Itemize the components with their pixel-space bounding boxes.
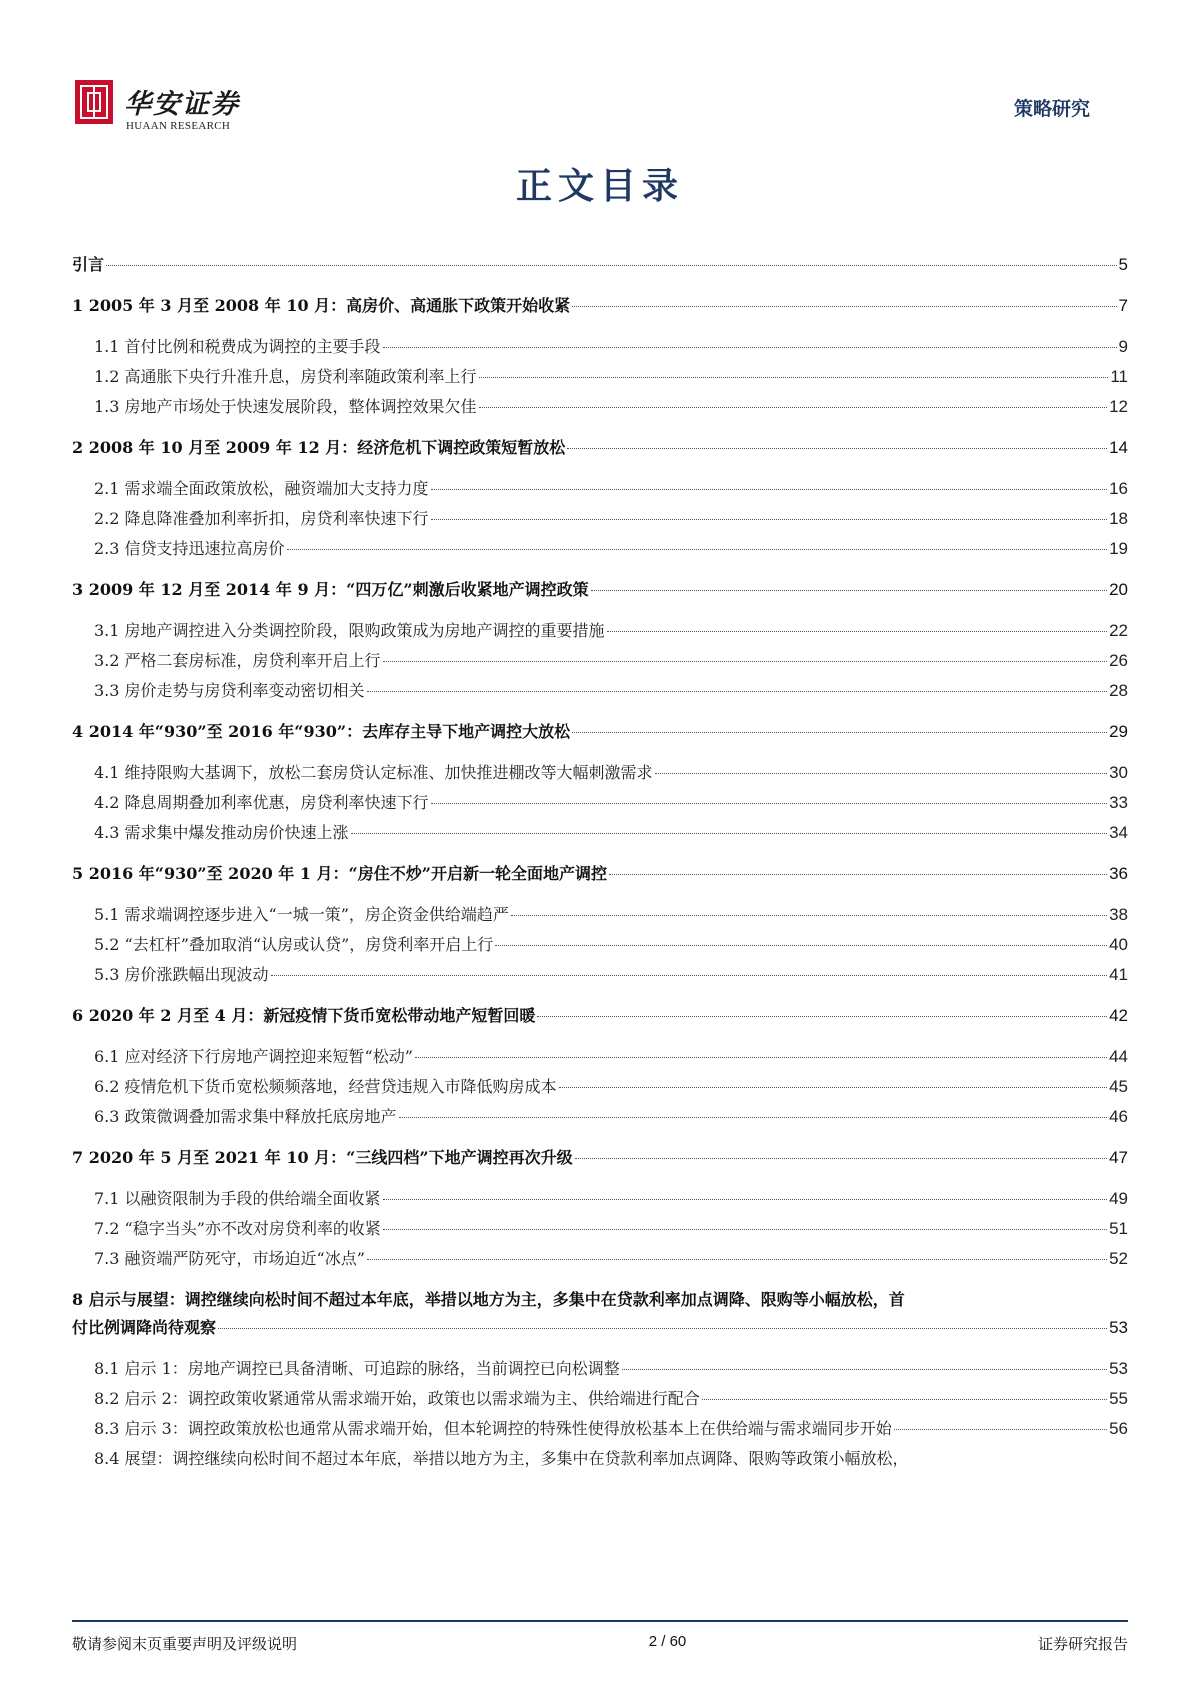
toc-entry-title: 引言 (72, 255, 105, 274)
toc-leader-dots (399, 1117, 1108, 1118)
toc-leader-dots (479, 407, 1108, 408)
toc-leader-dots (218, 1328, 1107, 1329)
toc-leader-dots (559, 1087, 1108, 1088)
toc-page-number: 18 (1109, 509, 1128, 528)
toc-section-entry[interactable] (72, 1047, 1128, 1067)
footer-disclaimer: 敬请参阅末页重要声明及评级说明 (72, 1635, 298, 1653)
toc-leader-dots (567, 448, 1107, 449)
toc-page-number: 53 (1109, 1318, 1128, 1337)
toc-entry-title: 1.2 高通胀下央行升准升息，房贷利率随政策利率上行 (94, 367, 477, 386)
toc-leader-dots (287, 549, 1108, 550)
toc-page-number: 30 (1109, 763, 1128, 782)
toc-section-entry[interactable] (72, 337, 1128, 357)
toc-section-entry[interactable] (72, 935, 1128, 955)
toc-leader-dots (655, 773, 1108, 774)
toc-leader-dots (537, 1016, 1107, 1017)
toc-leader-dots (383, 661, 1108, 662)
toc-section-entry[interactable] (72, 367, 1128, 387)
toc-entry-title: 4.3 需求集中爆发推动房价快速上涨 (94, 823, 349, 842)
toc-leader-dots (511, 915, 1107, 916)
toc-chapter-entry[interactable] (72, 722, 1128, 742)
toc-page-number: 29 (1109, 722, 1128, 741)
toc-leader-dots (591, 590, 1108, 591)
toc-entry-title: 7 2020 年 5 月至 2021 年 10 月：“三线四档”下地产调控再次升级 (72, 1148, 573, 1167)
toc-entry-title: 6.1 应对经济下行房地产调控迎来短暂“松动” (94, 1047, 413, 1066)
toc-leader-dots (572, 732, 1107, 733)
toc-section-entry[interactable] (72, 1189, 1128, 1209)
toc-leader-dots (622, 1369, 1107, 1370)
toc-entry-title: 3.1 房地产调控进入分类调控阶段，限购政策成为房地产调控的重要措施 (94, 621, 605, 640)
toc-section-entry[interactable] (72, 1389, 1128, 1409)
logo-english-name: HUAAN RESEARCH (126, 120, 231, 132)
toc-page-number: 9 (1118, 337, 1128, 356)
toc-section-entry[interactable] (72, 509, 1128, 529)
toc-section-entry[interactable] (72, 1219, 1128, 1239)
toc-entry-title: 6.2 疫情危机下货币宽松频频落地，经营贷违规入市降低购房成本 (94, 1077, 557, 1096)
toc-entry-title: 2.2 降息降准叠加利率折扣，房贷利率快速下行 (94, 509, 429, 528)
toc-leader-dots (431, 489, 1108, 490)
toc-entry-title: 7.2 “稳字当头”亦不改对房贷利率的收紧 (94, 1219, 381, 1238)
toc-entry-title: 8.2 启示 2：调控政策收紧通常从需求端开始，政策也以需求端为主、供给端进行配合 (94, 1389, 700, 1408)
toc-page-number: 52 (1109, 1249, 1128, 1268)
toc-page-number: 16 (1109, 479, 1128, 498)
toc-section-entry[interactable] (72, 1077, 1128, 1097)
toc-leader-dots (609, 874, 1107, 875)
toc-section-entry[interactable] (72, 1107, 1128, 1127)
toc-page-number: 28 (1109, 681, 1128, 700)
toc-entry-title: 5.3 房价涨跌幅出现波动 (94, 965, 269, 984)
toc-chapter-entry[interactable] (72, 580, 1128, 600)
toc-page-number: 26 (1109, 651, 1128, 670)
toc-entry-title: 3.3 房价走势与房贷利率变动密切相关 (94, 681, 365, 700)
toc-leader-dots (351, 833, 1108, 834)
toc-section-entry[interactable] (72, 763, 1128, 783)
page-title: 正文目录 (515, 165, 684, 207)
toc-page-number: 49 (1109, 1189, 1128, 1208)
toc-page-number: 46 (1109, 1107, 1128, 1126)
toc-entry-title: 5 2016 年“930”至 2020 年 1 月：“房住不炒”开启新一轮全面地产调控 (72, 864, 607, 883)
toc-leader-dots (495, 945, 1107, 946)
toc-entry-title: 8.3 启示 3：调控政策放松也通常从需求端开始，但本轮调控的特殊性使得放松基本上在供给端与需求端同步开始 (94, 1419, 892, 1438)
toc-entry-title: 2.1 需求端全面政策放松，融资端加大支持力度 (94, 479, 429, 498)
toc-leader-dots (367, 691, 1108, 692)
toc-page-number: 36 (1109, 864, 1128, 883)
toc-page-number: 38 (1109, 905, 1128, 924)
toc-page-number: 42 (1109, 1006, 1128, 1025)
toc-page-number: 53 (1109, 1359, 1128, 1378)
toc-chapter-entry[interactable] (72, 296, 1128, 316)
logo-chinese-name: 华安证券 (124, 89, 240, 120)
huaan-logo-icon (75, 80, 113, 124)
toc-section-entry[interactable] (72, 1359, 1128, 1379)
toc-entry-title: 3 2009 年 12 月至 2014 年 9 月：“四万亿”刺激后收紧地产调控政策 (72, 580, 589, 599)
toc-chapter-entry-wrapped-line2[interactable] (72, 1318, 1128, 1338)
toc-page-number: 44 (1109, 1047, 1128, 1066)
toc-section-entry[interactable] (72, 793, 1128, 813)
toc-page-number: 55 (1109, 1389, 1128, 1408)
toc-chapter-entry-wrapped-line1[interactable]: 8 启示与展望：调控继续向松时间不超过本年底，举措以地方为主，多集中在贷款利率加点调降、限购等小幅放松，首 (72, 1290, 905, 1309)
toc-section-entry[interactable] (72, 905, 1128, 925)
toc-page-number: 12 (1109, 397, 1128, 416)
toc-entry-title: 付比例调降尚待观察 (72, 1318, 217, 1337)
toc-leader-dots (367, 1259, 1107, 1260)
report-section-label: 策略研究 (1013, 98, 1090, 120)
toc-entry-title: 8.4 展望：调控继续向松时间不超过本年底，举措以地方为主，多集中在贷款利率加点调降、限购等政策小幅放松， (94, 1449, 909, 1468)
toc-leader-dots (415, 1057, 1107, 1058)
page-header (0, 0, 1200, 150)
toc-section-entry[interactable] (72, 1249, 1128, 1269)
toc-leader-dots (702, 1399, 1107, 1400)
toc-section-entry[interactable] (72, 621, 1128, 641)
toc-section-entry[interactable] (72, 651, 1128, 671)
toc-chapter-entry[interactable] (72, 438, 1128, 458)
toc-page-number: 34 (1109, 823, 1128, 842)
toc-page-number: 11 (1110, 367, 1128, 386)
toc-page-number: 40 (1109, 935, 1128, 954)
toc-page-number: 45 (1109, 1077, 1128, 1096)
page-footer (72, 1633, 1128, 1654)
toc-page-number: 56 (1109, 1419, 1128, 1438)
toc-entry-title: 7.1 以融资限制为手段的供给端全面收紧 (94, 1189, 381, 1208)
toc-entry-title: 7.3 融资端严防死守，市场迫近“冰点” (94, 1249, 365, 1268)
toc-page-number: 19 (1109, 539, 1128, 558)
toc-page-number: 41 (1109, 965, 1128, 984)
toc-entry-title: 1.1 首付比例和税费成为调控的主要手段 (94, 337, 381, 356)
toc-leader-dots (431, 519, 1108, 520)
toc-entry-title: 4 2014 年“930”至 2016 年“930”：去库存主导下地产调控大放松 (72, 722, 571, 741)
toc-page-number: 14 (1109, 438, 1128, 457)
toc-entry-title: 5.1 需求端调控逐步进入“一城一策”，房企资金供给端趋严 (94, 905, 509, 924)
toc-leader-dots (431, 803, 1108, 804)
toc-page-number: 22 (1109, 621, 1128, 640)
toc-section-entry-partial[interactable] (72, 1449, 909, 1469)
toc-entry-title: 5.2 “去杠杆”叠加取消“认房或认贷”，房贷利率开启上行 (94, 935, 494, 954)
toc-leader-dots (383, 347, 1117, 348)
toc-section-entry[interactable] (72, 681, 1128, 701)
toc-section-entry[interactable] (72, 397, 1128, 417)
toc-entry-title: 3.2 严格二套房标准，房贷利率开启上行 (94, 651, 381, 670)
toc-page-number: 20 (1109, 580, 1128, 599)
toc-page-number: 47 (1109, 1148, 1128, 1167)
toc-page-number: 5 (1118, 255, 1128, 274)
toc-leader-dots (572, 306, 1116, 307)
toc-entry-title: 2.3 信贷支持迅速拉高房价 (94, 539, 285, 558)
toc-section-entry[interactable] (72, 539, 1128, 559)
toc-chapter-entry[interactable] (72, 1148, 1128, 1168)
page-number: 2 / 60 (648, 1633, 687, 1650)
footer-report-type: 证券研究报告 (1037, 1635, 1128, 1653)
toc-entry-title: 2 2008 年 10 月至 2009 年 12 月：经济危机下调控政策短暂放松 (72, 438, 566, 457)
toc-entry-title: 4.1 维持限购大基调下，放松二套房贷认定标准、加快推进棚改等大幅刺激需求 (94, 763, 653, 782)
toc-section-entry[interactable] (72, 1419, 1128, 1439)
toc-section-entry[interactable] (72, 823, 1128, 843)
toc-page-number: 33 (1109, 793, 1128, 812)
toc-entry-title: 6.3 政策微调叠加需求集中释放托底房地产 (94, 1107, 397, 1126)
toc-entry-title: 1 2005 年 3 月至 2008 年 10 月：高房价、高通胀下政策开始收紧 (72, 296, 571, 315)
toc-section-entry[interactable] (72, 965, 1128, 985)
toc-leader-dots (383, 1199, 1108, 1200)
toc-chapter-entry[interactable] (72, 255, 1128, 275)
toc-leader-dots (106, 265, 1117, 266)
toc-entry-title: 4.2 降息周期叠加利率优惠，房贷利率快速下行 (94, 793, 429, 812)
toc-leader-dots (271, 975, 1108, 976)
toc-entry-title: 6 2020 年 2 月至 4 月：新冠疫情下货币宽松带动地产短暂回暖 (72, 1006, 536, 1025)
toc-chapter-entry[interactable] (72, 1006, 1128, 1026)
toc-leader-dots (575, 1158, 1108, 1159)
toc-chapter-entry[interactable] (72, 864, 1128, 884)
toc-leader-dots (894, 1429, 1107, 1430)
toc-leader-dots (607, 631, 1108, 632)
toc-page-number: 7 (1118, 296, 1128, 315)
toc-leader-dots (479, 377, 1109, 378)
toc-entry-title: 8.1 启示 1：房地产调控已具备清晰、可追踪的脉络，当前调控已向松调整 (94, 1359, 620, 1378)
toc-page-number: 51 (1109, 1219, 1128, 1238)
toc-section-entry[interactable] (72, 479, 1128, 499)
toc-leader-dots (383, 1229, 1107, 1230)
toc-entry-title: 1.3 房地产市场处于快速发展阶段，整体调控效果欠佳 (94, 397, 477, 416)
footer-divider (72, 1620, 1128, 1622)
